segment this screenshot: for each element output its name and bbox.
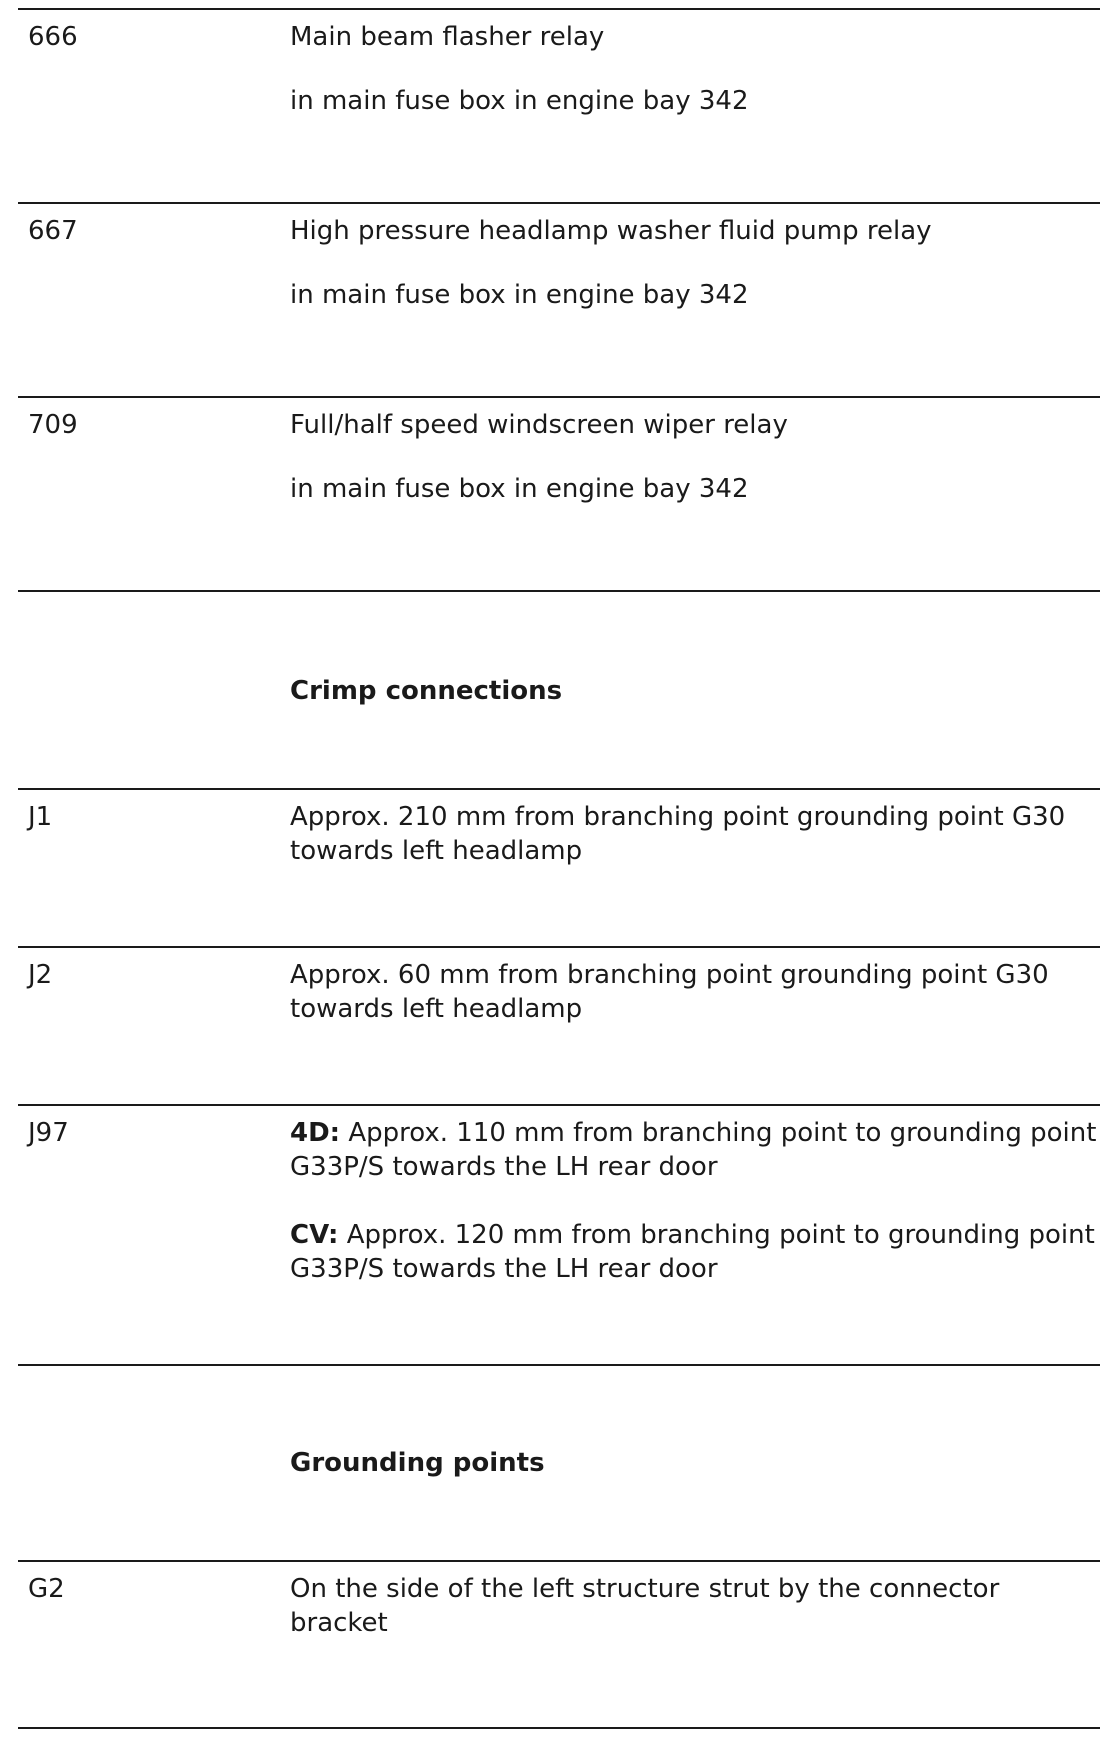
divider [18,396,1100,398]
section-heading-grounding: Grounding points [290,1448,545,1478]
variant-text: Approx. 120 mm from branching point to grounding point G33P/S towards the LH rear door [290,1220,1095,1284]
code-j2: J2 [28,960,53,990]
desc-line: Full/half speed windscreen wiper relay [290,410,788,440]
divider [18,202,1100,204]
desc-j97 [290,1116,1100,1286]
code-j97: J97 [28,1118,69,1148]
section-heading-crimp: Crimp connections [290,676,563,706]
code-j1: J1 [28,802,53,832]
code-667: 667 [28,216,78,246]
desc-paragraph [290,1218,1100,1286]
desc-667 [290,214,1100,312]
variant-label: CV: [290,1220,339,1250]
desc-line: in main fuse box in engine bay 342 [290,280,749,310]
desc-g2: On the side of the left structure strut by the connector bracket [290,1574,1000,1638]
divider [18,1104,1100,1106]
desc-line: High pressure headlamp washer fluid pump relay [290,216,932,246]
code-g2: G2 [28,1574,65,1604]
code-709: 709 [28,410,78,440]
desc-line: Main beam flasher relay [290,22,605,52]
variant-text: Approx. 110 mm from branching point to grounding point G33P/S towards the LH rear door [290,1118,1097,1182]
code-666: 666 [28,22,78,52]
desc-j1: Approx. 210 mm from branching point grounding point G30 towards left headlamp [290,802,1066,866]
desc-line: in main fuse box in engine bay 342 [290,86,749,116]
divider [18,8,1100,10]
desc-paragraph [290,1116,1100,1184]
divider [18,788,1100,790]
divider [18,1560,1100,1562]
divider [18,1364,1100,1366]
variant-label: 4D: [290,1118,341,1148]
desc-709 [290,408,1100,506]
divider [18,946,1100,948]
divider [18,590,1100,592]
divider [18,1727,1100,1729]
desc-line: in main fuse box in engine bay 342 [290,474,749,504]
desc-666 [290,20,1100,118]
desc-j2: Approx. 60 mm from branching point grounding point G30 towards left headlamp [290,960,1049,1024]
